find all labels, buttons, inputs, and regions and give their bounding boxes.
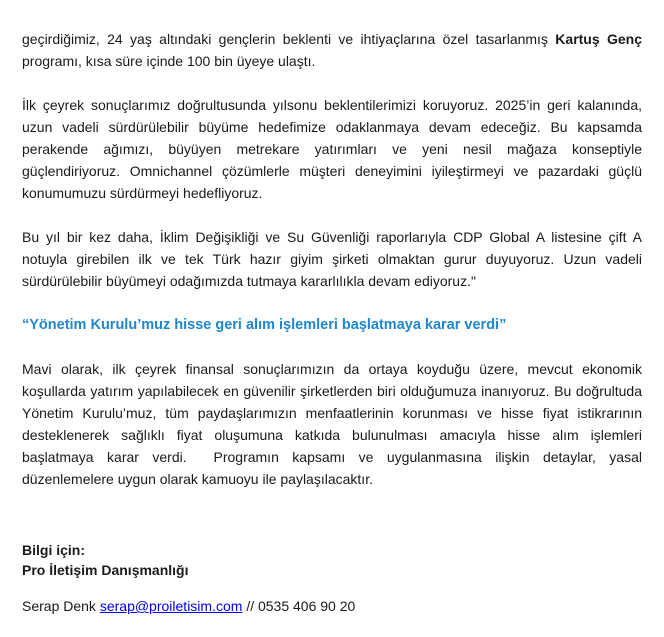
contact-name: Serap Denk	[22, 598, 100, 614]
email-link[interactable]: serap@proiletisim.com	[99, 598, 243, 614]
section-heading-buyback: “Yönetim Kurulu’muz hisse geri alım işlemleri başlatmaya karar verdi”	[22, 317, 507, 333]
contact-line	[22, 596, 642, 616]
paragraph-kartus-lead: geçirdiğimiz, 24 yaş altındaki gençlerin beklenti ve ihtiyaçlarına özel tasarlanmış	[22, 31, 556, 47]
paragraph-kartus-rest: programı, kısa süre içinde 100 bin üyeye ulaştı.	[22, 53, 316, 69]
bold-kartus-genc: Kartuş Genç	[555, 31, 642, 47]
paragraph-buyback: Mavi olarak, ilk çeyrek finansal sonuçlarımızın da ortaya koyduğu üzere, mevcut ekonomik koşullarda yatırım yapılabilecek en güvenilir şirketlerden biri olduğumuza inanıyoruz. Bu doğrultuda Yönetim Kurulu’muz, tüm paydaşlarımızın menfaatlerinin korunması ve hisse fiyat istikrarının desteklenerek sağlıklı fiyat oluşumuna katkıda bulunulması amacıyla hisse alım işlemleri başlatmaya karar verdi. Programın kapsamı ve uygulanmasına ilişkin detaylar, yasal düzenlemelere uygun olarak kamuoyu ile paylaşılacaktır.	[22, 361, 642, 487]
paragraph-outlook: İlk çeyrek sonuçlarımız doğrultusunda yılsonu beklentilerimizi koruyoruz. 2025’in geri kalanında, uzun vadeli sürdürülebilir büyüme hedefimize odaklanmaya devam edeceğiz. Bu kapsamda perakende ağımızı, büyüyen metrekare yatırımları ve yeni nesil mağaza konseptiyle güçlendiriyoruz. Omnichannel çözümlerle müşteri deneyimini iyileştirmeyi ve pazardaki güçlü konumumuzu sürdürmeyi hedefliyoruz.	[22, 97, 642, 201]
contact-company: Pro İletişim Danışmanlığı	[22, 562, 189, 578]
contact-phone: // 0535 406 90 20	[246, 598, 356, 614]
contact-block	[22, 540, 642, 616]
contact-label: Bilgi için:	[22, 542, 85, 558]
paragraph-kartus-genc	[22, 28, 642, 72]
paragraph-cdp: Bu yıl bir kez daha, İklim Değişikliği ve Su Güvenliği raporlarıyla CDP Global A listesine çift A notuyla girebilen ilk ve tek Türk hazır giyim şirketi olmaktan gurur duyuyoruz. Uzun vadeli sürdürülebilir büyümeyi odağımızda tutmaya kararlılıkla devam ediyoruz."	[22, 229, 642, 289]
